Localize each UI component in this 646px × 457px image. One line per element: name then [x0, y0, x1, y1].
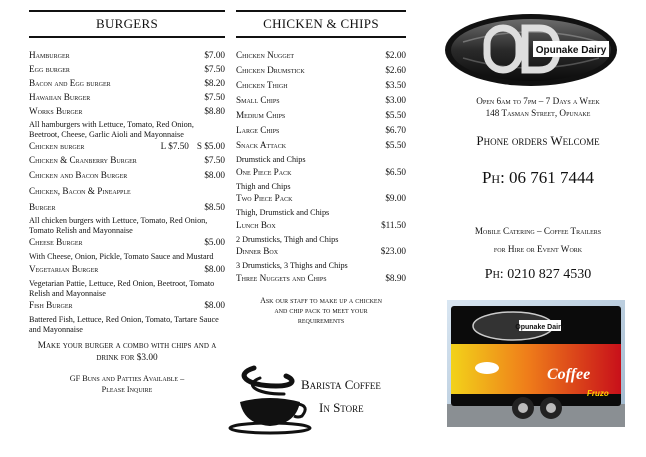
- menu-item: [236, 246, 406, 257]
- burgers-column: [29, 0, 225, 395]
- item-name: Chicken Thigh: [236, 80, 288, 90]
- item-price: $9.00: [385, 193, 406, 204]
- item-price: $5.50: [385, 140, 406, 150]
- chicken-bottom-rule: [236, 36, 406, 38]
- item-price: $23.00: [380, 246, 406, 257]
- chicken-title: CHICKEN & CHIPS: [263, 16, 379, 31]
- trailer-coffee-text: Coffee: [547, 366, 591, 383]
- gf-line2: Please Inquire: [101, 384, 153, 394]
- item-name: Chicken Nugget: [236, 50, 295, 60]
- item-price: $6.70: [385, 125, 406, 135]
- price-small: S $5.00: [196, 141, 225, 152]
- menu-item: [29, 237, 225, 248]
- item-name: Vegetarian Burger: [29, 263, 99, 274]
- item-description: Battered Fish, Lettuce, Red Onion, Tomato, Tartare Sauce and Mayonnaise: [29, 315, 219, 334]
- item-name: Medium Chips: [236, 110, 286, 120]
- chicken-header: [236, 0, 406, 38]
- opening-hours: Open 6am to 7pm – 7 Days a Week: [476, 96, 600, 106]
- item-price: $6.50: [385, 166, 406, 177]
- item-name: Hawaiian Burger: [29, 92, 91, 102]
- menu-item-chicken-burger: [29, 141, 225, 152]
- chicken-burger-description: All chicken burgers with Lettuce, Tomato, Red Onion, Tomato Relish and Mayonnaise: [29, 216, 208, 235]
- item-name: Cheese Burger: [29, 237, 83, 248]
- chicken-items-list: [236, 50, 406, 284]
- chicken-column: [236, 0, 406, 326]
- menu-item: [236, 110, 406, 121]
- item-name: Hamburger: [29, 50, 70, 60]
- item-name: Chicken, Bacon & Pineapple: [29, 186, 131, 197]
- item-name: Chicken and Bacon Burger: [29, 170, 128, 181]
- gluten-free-note: [29, 374, 225, 395]
- item-price: $8.90: [385, 272, 406, 283]
- item-name: Bacon and Egg burger: [29, 78, 111, 88]
- item-name: Large Chips: [236, 125, 280, 135]
- item-name: Lunch Box: [236, 219, 276, 230]
- item-description: 3 Drumsticks, 3 Thighs and Chips: [236, 261, 348, 271]
- item-name: Burger: [29, 202, 56, 213]
- item-description: Thigh, Drumstick and Chips: [236, 208, 330, 218]
- barista-coffee-block: [224, 364, 414, 436]
- item-price: $8.20: [204, 78, 225, 88]
- item-price: $5.00: [204, 237, 225, 248]
- menu-item: [236, 220, 406, 231]
- coffee-cup-icon: [224, 364, 319, 436]
- item-name: Egg burger: [29, 64, 70, 74]
- item-price: $2.60: [385, 65, 406, 75]
- item-price: $8.80: [204, 106, 225, 116]
- item-price: $7.50: [204, 155, 225, 166]
- mobile-line1: Mobile Catering – Coffee Trailers: [474, 226, 602, 236]
- item-price: $7.50: [204, 64, 225, 74]
- item-name: Dinner Box: [236, 246, 279, 257]
- menu-item: [29, 64, 225, 75]
- item-price: $8.00: [204, 263, 225, 274]
- item-description: Drumstick and Chips: [236, 155, 306, 164]
- menu-item: [29, 92, 225, 103]
- item-name: Works Burger: [29, 106, 83, 116]
- menu-item: [236, 95, 406, 106]
- gf-line1: GF Buns and Patties Available –: [69, 374, 185, 384]
- mobile-line2: for Hire or Event Work: [493, 244, 583, 254]
- phone-number: Ph: 06 761 7444: [481, 168, 595, 187]
- item-price: $11.50: [381, 219, 406, 230]
- burgers-title: BURGERS: [95, 16, 159, 31]
- address: 148 Tasman Street, Opunake: [485, 108, 591, 118]
- menu-item: [29, 78, 225, 89]
- menu-item-name-line1: [29, 186, 225, 197]
- menu-item: [29, 155, 225, 166]
- price-large: L $7.50: [160, 141, 189, 152]
- item-price: $3.50: [385, 80, 406, 90]
- menu-item: [29, 106, 225, 117]
- item-name: Small Chips: [236, 95, 280, 105]
- item-price: $7.00: [204, 50, 225, 60]
- phone-orders-heading: Phone orders Welcome: [476, 133, 600, 148]
- item-name: Chicken & Cranberry Burger: [29, 155, 137, 166]
- menu-item: [29, 202, 225, 213]
- coffee-trailer-photo: [447, 300, 625, 427]
- item-price: $8.00: [204, 300, 225, 311]
- menu-item: [236, 65, 406, 76]
- ask-line3: requirements: [297, 315, 345, 325]
- item-description: 2 Drumsticks, Thigh and Chips: [236, 234, 339, 244]
- barista-line2: In Store: [319, 400, 364, 415]
- item-price: $2.00: [385, 50, 406, 60]
- item-description: Thigh and Chips: [236, 181, 291, 191]
- logo-text: Opunake Dairy: [535, 45, 607, 56]
- menu-item: [236, 273, 406, 284]
- ask-line2: and chip pack to meet your: [274, 305, 368, 315]
- custom-pack-note: [236, 296, 406, 326]
- menu-item: [29, 300, 225, 311]
- ask-line1: Ask our staff to make up a chicken: [260, 295, 382, 305]
- item-name: Snack Attack: [236, 140, 287, 150]
- item-name: Three Nuggets and Chips: [236, 272, 327, 283]
- hours-address: [438, 95, 638, 119]
- item-price: $8.50: [204, 202, 225, 213]
- trailer-brand-text: Fruzo: [587, 389, 609, 398]
- menu-item: [236, 167, 406, 178]
- item-price: $8.00: [204, 170, 225, 181]
- menu-item: [236, 140, 406, 151]
- menu-item: [29, 50, 225, 61]
- item-price: $3.00: [385, 95, 406, 105]
- trailer-logo-text: Opunake Dairy: [515, 324, 565, 331]
- mobile-phone-number: Ph: 0210 827 4530: [484, 267, 592, 282]
- combo-offer: Make your burger a combo with chips and a drink for $3.00: [37, 341, 217, 363]
- item-price: $5.50: [385, 110, 406, 120]
- item-name: One Piece Pack: [236, 166, 292, 177]
- menu-item: [236, 50, 406, 61]
- item-price: $7.50: [204, 92, 225, 102]
- menu-item: [29, 170, 225, 181]
- hamburger-description: All hamburgers with Lettuce, Tomato, Red Onion, Beetroot, Cheese, Garlic Aioli and Mayonnaise: [29, 120, 194, 139]
- trailer-graphic: [447, 300, 625, 427]
- burgers-header: [29, 0, 225, 38]
- menu-item: [236, 125, 406, 136]
- item-name: Fish Burger: [29, 300, 73, 311]
- burgers-bottom-rule: [29, 36, 225, 38]
- barista-line1: Barista Coffee: [301, 377, 381, 392]
- menu-item: [29, 264, 225, 275]
- menu-item: [236, 193, 406, 204]
- menu-item: [236, 80, 406, 91]
- opunake-dairy-logo: [443, 12, 619, 88]
- item-name: Two Piece Pack: [236, 193, 293, 204]
- item-name: Chicken Drumstick: [236, 65, 305, 75]
- logo-graphic: [443, 12, 619, 88]
- mobile-catering: [438, 222, 638, 258]
- item-description: With Cheese, Onion, Pickle, Tomato Sauce and Mustard: [29, 252, 214, 262]
- item-name: Chicken burger: [29, 141, 85, 152]
- item-description: Vegetarian Pattie, Lettuce, Red Onion, Beetroot, Tomato Relish and Mayonnaise: [29, 278, 215, 298]
